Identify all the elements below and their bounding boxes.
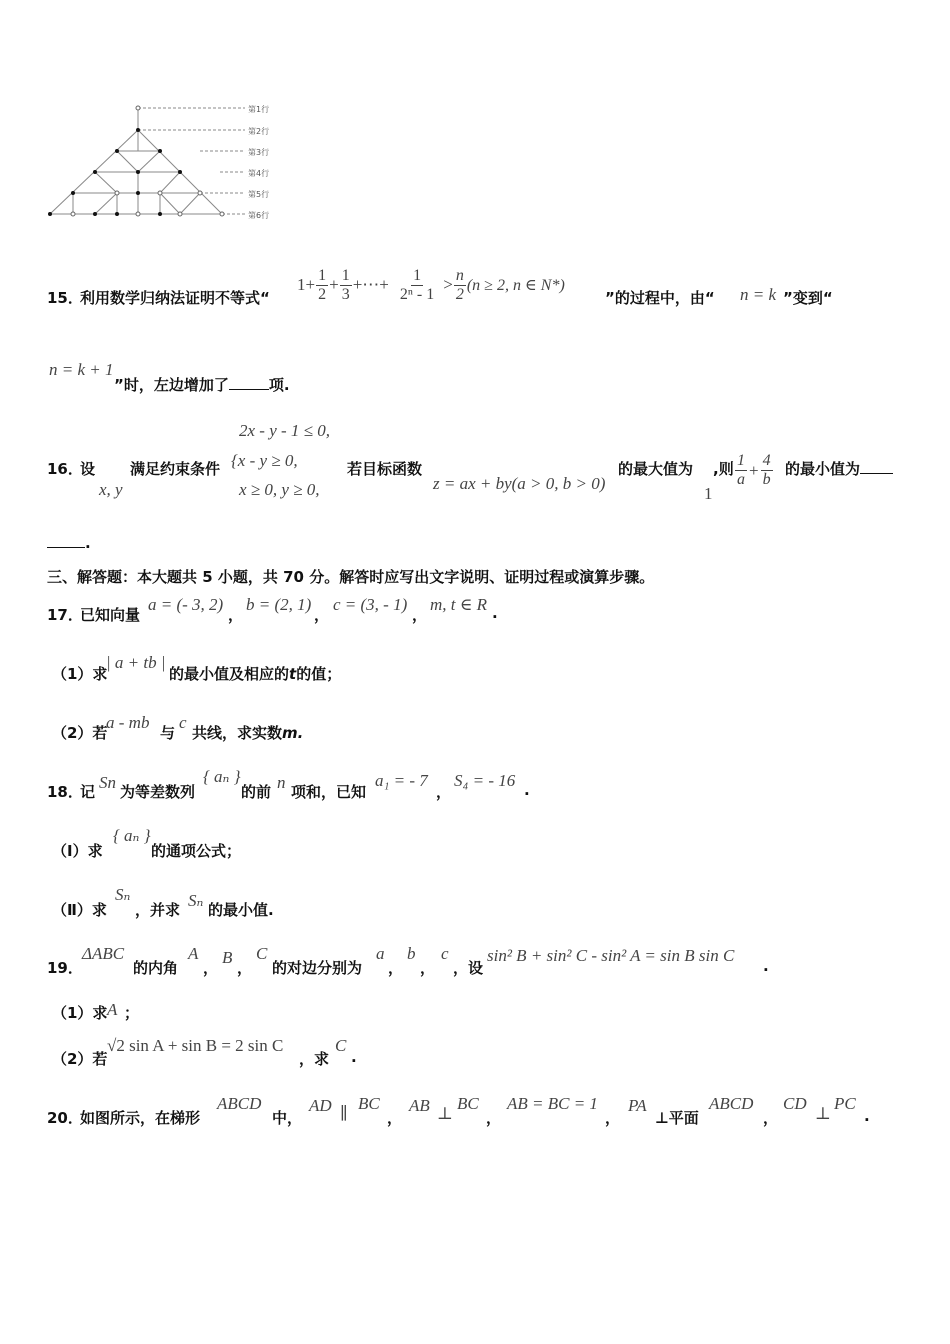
q18-Sn: Sn xyxy=(99,773,116,792)
q17-part1-expr: | a + tb | xyxy=(106,653,166,672)
q17-part2-label: （2）若 xyxy=(52,724,108,742)
row-label-5: 第5行 xyxy=(248,190,270,199)
q16-set: 设 xyxy=(80,460,96,478)
q15-tail: ”时，左边增加了 项. xyxy=(114,376,290,394)
q16-then: ,则 xyxy=(713,460,734,478)
q16-cond-intro: 满足约束条件 xyxy=(130,460,221,478)
q16-number: 16． xyxy=(47,460,83,478)
q15-intro: 利用数学归纳法证明不等式“ xyxy=(80,289,270,307)
q16-min-text: 的最小值为 xyxy=(785,458,893,479)
q17-vector-b: b = (2, 1) xyxy=(246,595,312,614)
q18-S4: S₄ = - 16 xyxy=(454,771,516,790)
q17-part1-label: （1）求 xyxy=(52,665,108,683)
q15-mid2: ”变到“ xyxy=(783,289,833,307)
q16-target-expr: $\frac{1}{a}$ + $\frac{4}{b}$ xyxy=(737,452,771,488)
q16-obj-intro: 若目标函数 xyxy=(347,460,423,478)
q17-number: 17． xyxy=(47,606,83,624)
q16-max-value: 1 xyxy=(704,484,713,503)
q17-part2-text: 共线，求实数m. xyxy=(192,724,304,742)
q15-n-eq-k: n = k xyxy=(740,285,777,304)
q17-vector-a: a = (- 3, 2) xyxy=(148,595,224,614)
q18-number: 18． xyxy=(47,783,83,801)
section-3-title: 三、解答题：本大题共 5 小题，共 70 分。解答时应写出文字说明、证明过程或演算步骤。 xyxy=(47,568,655,586)
q19-number: 19． xyxy=(47,959,83,977)
q19-part1-label: （1）求 xyxy=(52,1004,108,1022)
q20-number: 20． xyxy=(47,1109,83,1127)
q16-constraint-1: 2x - y - 1 ≤ 0, xyxy=(239,421,330,440)
q19-equation: sin² B + sin² C - sin² A = sin B sin C xyxy=(487,946,735,965)
row-label-4: 第4行 xyxy=(248,169,270,178)
triangle-figure xyxy=(40,98,280,228)
q18-part2-label: （Ⅱ）求 xyxy=(52,901,107,919)
row-label-3: 第3行 xyxy=(248,148,270,157)
q20-trapezoid: ABCD xyxy=(217,1094,262,1113)
q15-inequality: 1+ $\frac{1}{2}$ + $\frac{1}{3}$ +⋯+ $\frac{1}{\text{2ⁿ - 1}}$ > $\frac{n}{2}$ (n ≥ 2, n ∈ N*) xyxy=(297,266,565,303)
row-label-6: 第6行 xyxy=(248,211,270,220)
q20-equal-sides: AB = BC = 1 xyxy=(507,1094,598,1113)
q18-part1-label: （Ⅰ）求 xyxy=(52,842,103,860)
q15-n-eq-k1: n = k + 1 xyxy=(49,360,114,379)
row-label-1: 第1行 xyxy=(248,105,270,114)
q19-part2-equation: √2 sin A + sin B = 2 sin C xyxy=(107,1036,284,1055)
q18-a1: a₁ = - 7 xyxy=(375,771,428,790)
q17-vector-c: c = (3, - 1) xyxy=(333,595,408,614)
q16-blank-end: . xyxy=(47,534,91,552)
q18-part2-text: 的最小值. xyxy=(208,901,274,919)
q16-constraint-2: {x - y ≥ 0, xyxy=(231,451,298,470)
q17-mt-real: m, t ∈ R xyxy=(430,595,487,614)
row-label-2: 第2行 xyxy=(248,127,270,136)
q15-mid: ”的过程中，由“ xyxy=(605,289,715,307)
q19-triangle: ΔABC xyxy=(82,944,125,963)
q16-constraint-3: x ≥ 0, y ≥ 0, xyxy=(239,480,320,499)
q17-part2-expr: a - mb xyxy=(106,713,150,732)
q16-objective: z = ax + by(a > 0, b > 0) xyxy=(433,474,606,493)
q18-sequence: { aₙ } xyxy=(203,767,241,786)
q17-intro: 已知向量 xyxy=(80,606,141,624)
q16-vars: x, y xyxy=(99,480,123,499)
q18-part1-text: 的通项公式； xyxy=(151,842,242,860)
q17-part1-text: 的最小值及相应的t的值； xyxy=(169,665,342,683)
q16-max-text: 的最大值为 xyxy=(618,460,694,478)
q19-part2-label: （2）若 xyxy=(52,1050,108,1068)
q15-number: 15． xyxy=(47,289,83,307)
